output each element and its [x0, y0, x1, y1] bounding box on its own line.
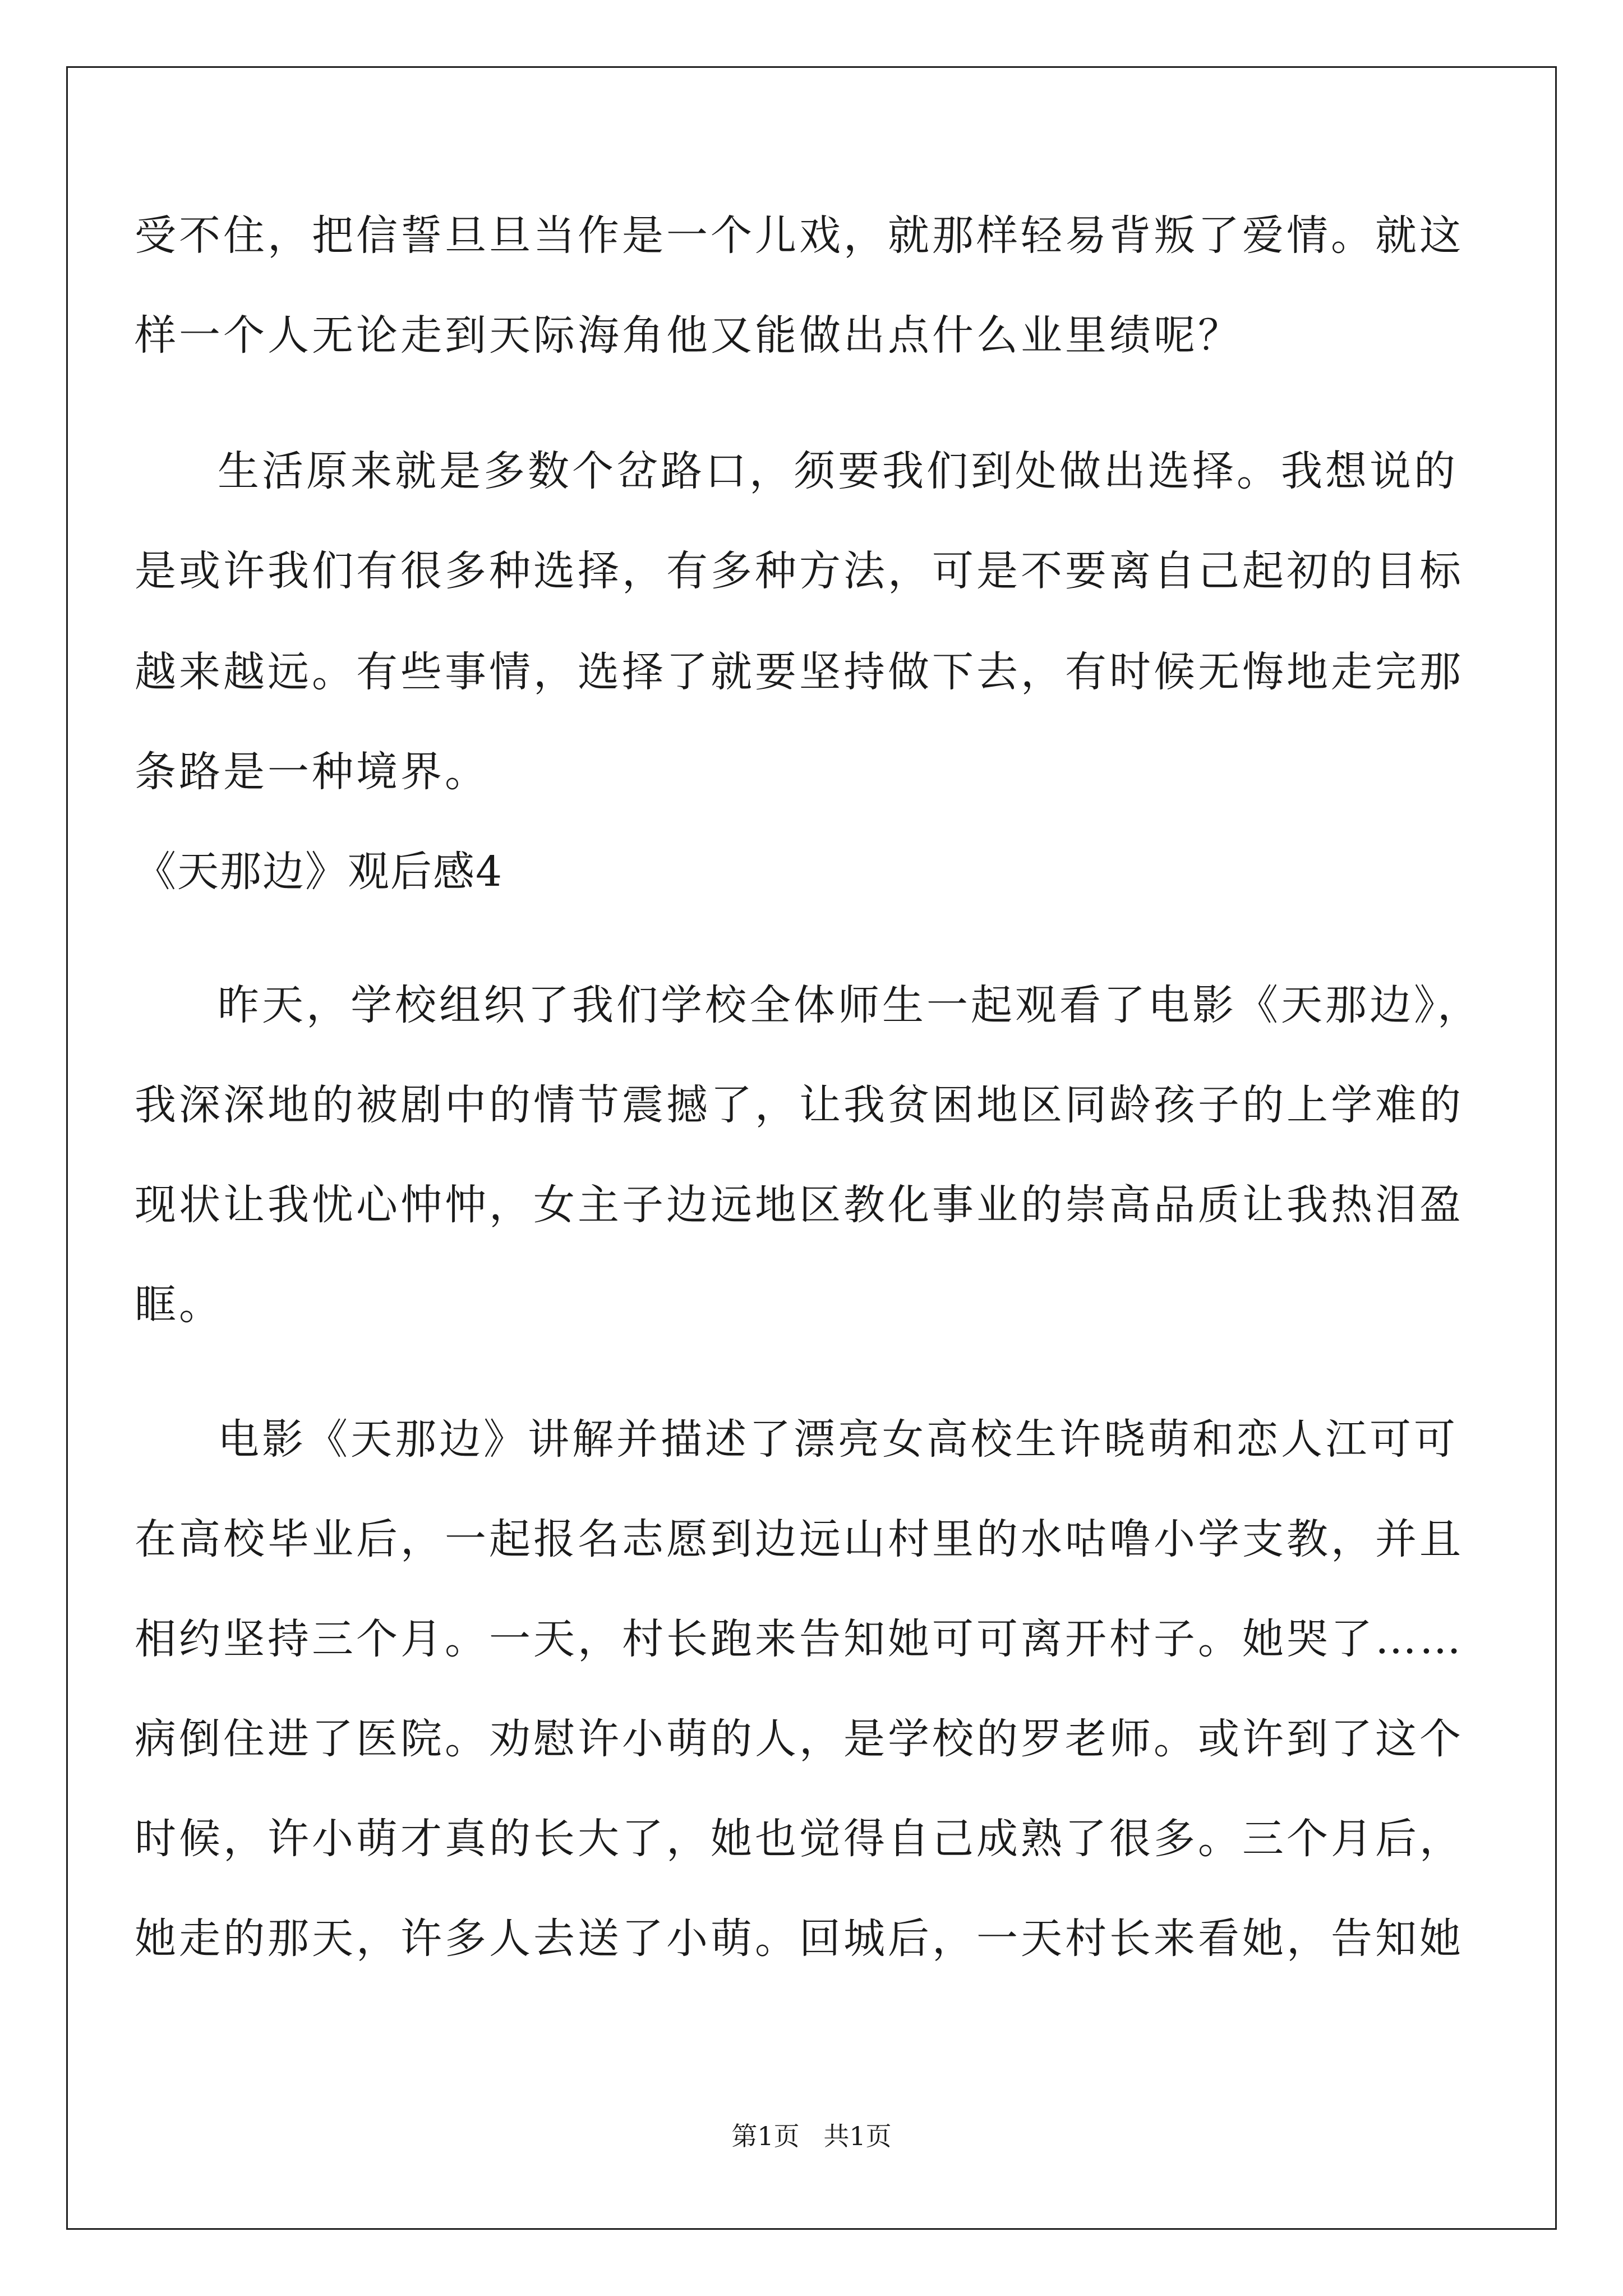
text-line: 眶。: [135, 1281, 223, 1329]
text-line: 受不住，把信誓旦旦当作是一个儿戏，就那样轻易背叛了爱情。就这: [135, 211, 1464, 260]
text-line: 生活原来就是多数个岔路口，须要我们到处做出选择。我想说的: [218, 447, 1458, 495]
page-border: [66, 66, 1557, 2230]
text-line: 我深深地的被剧中的情节震撼了，让我贫困地区同龄孩子的上学难的: [135, 1081, 1464, 1129]
text-line: 在高校毕业后，一起报名志愿到边远山村里的水咕噜小学支教，并且: [135, 1515, 1464, 1563]
text-line: 她走的那天，许多人去送了小萌。回城后，一天村长来看她，告知她: [135, 1915, 1464, 1963]
text-line: 条路是一种境界。: [135, 748, 489, 796]
text-line: 昨天，学校组织了我们学校全体师生一起观看了电影《天那边》，: [218, 981, 1482, 1029]
text-line: 样一个人无论走到天际海角他又能做出点什么业里绩呢？: [135, 311, 1242, 360]
page-number: 第1页: [731, 2121, 800, 2151]
text-line: 现状让我忧心忡忡，女主子边远地区教化事业的崇高品质让我热泪盈: [135, 1181, 1464, 1229]
text-line: 电影《天那边》讲解并描述了漂亮女高校生许晓萌和恋人江可可: [218, 1415, 1458, 1464]
text-line: 是或许我们有很多种选择，有多种方法，可是不要离自己起初的目标: [135, 547, 1464, 595]
page-footer: [0, 2119, 1623, 2153]
section-heading: 《天那边》观后感4: [135, 848, 504, 896]
text-line: 病倒住进了医院。劝慰许小萌的人，是学校的罗老师。或许到了这个: [135, 1715, 1464, 1763]
text-line: 时候，许小萌才真的长大了，她也觉得自己成熟了很多。三个月后，: [135, 1815, 1464, 1863]
text-line: 越来越远。有些事情，选择了就要坚持做下去，有时候无悔地走完那: [135, 648, 1464, 696]
text-line: 相约坚持三个月。一天，村长跑来告知她可可离开村子。她哭了……: [135, 1615, 1464, 1663]
page-total: 共1页: [823, 2121, 892, 2151]
